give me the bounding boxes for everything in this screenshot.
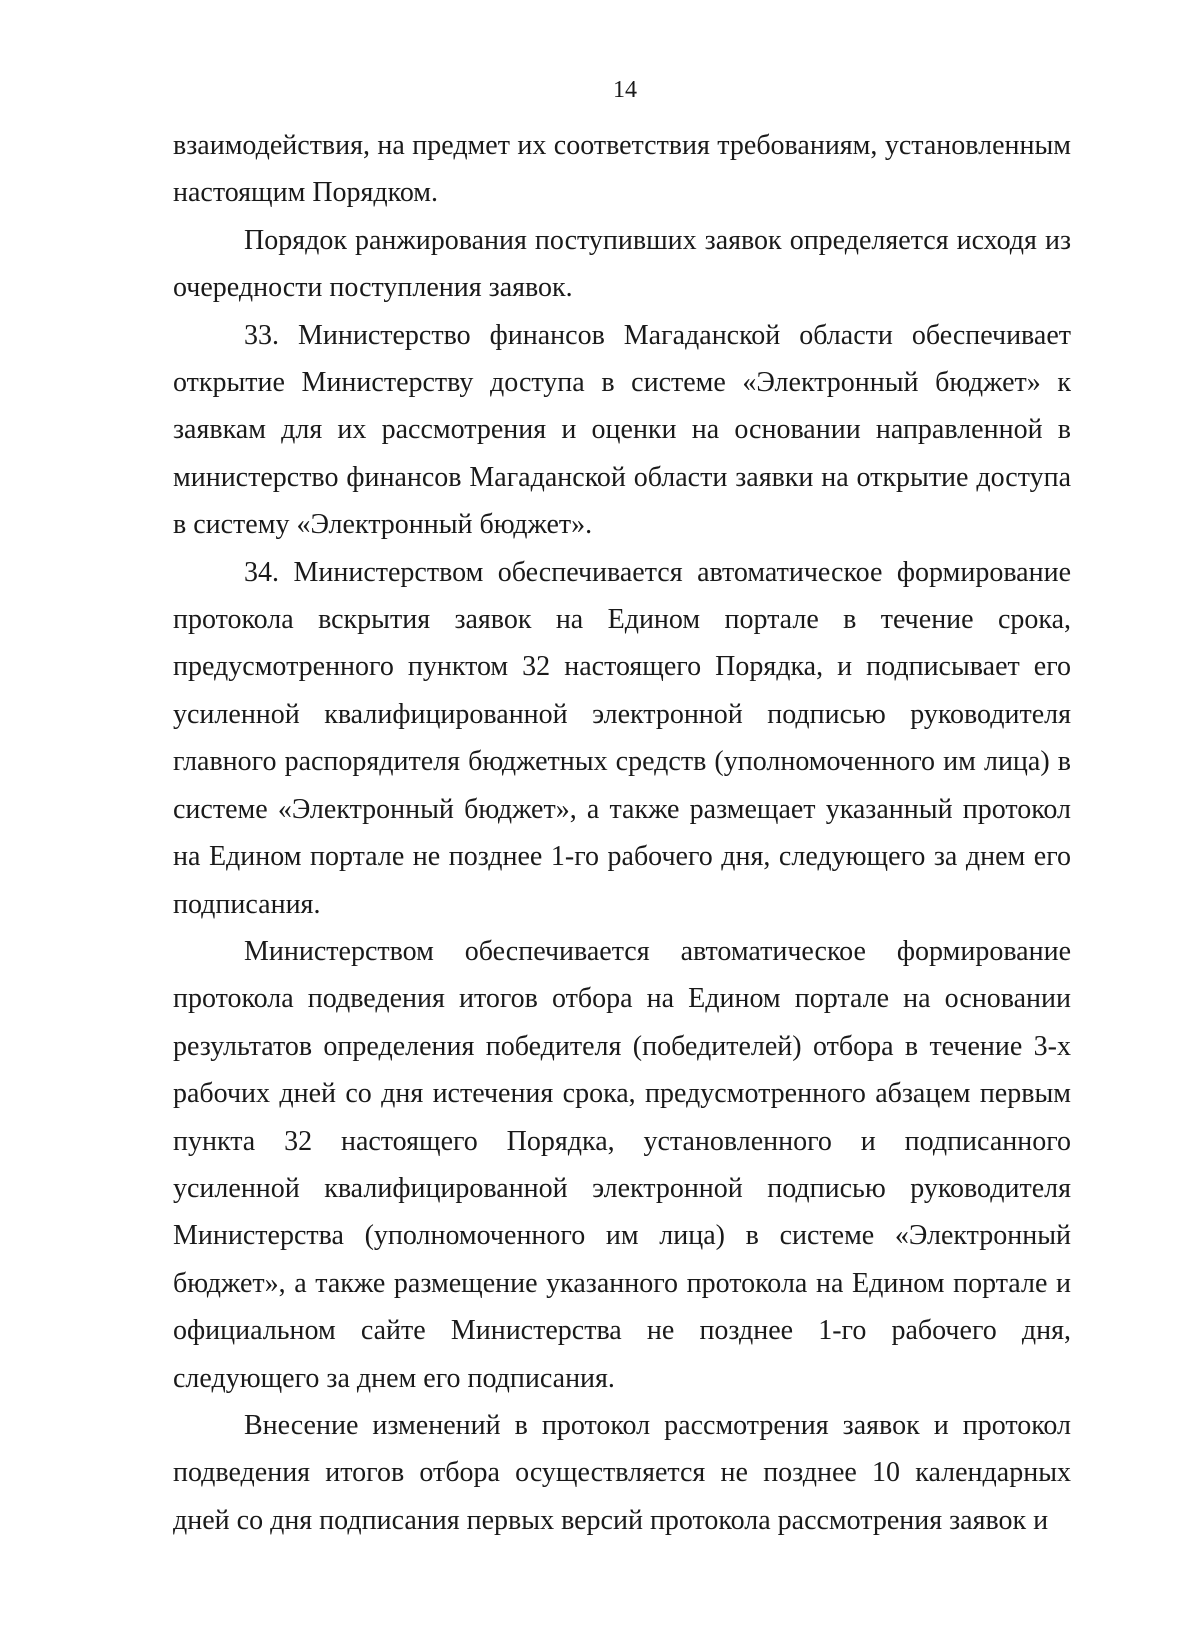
- paragraph-item-34: 34. Министерством обеспечивается автоматическое формирование протокола вскрытия заявок на Едином портале в течение срока, предусмотренного пунктом 32 настоящего Порядка, и подписывает его усиленной квалифицированной электронной подписью руководителя главного распорядителя бюджетных средств (уполномоченного им лица) в системе «Электронный бюджет», а также размещает указанный протокол на Едином портале не позднее 1-го рабочего дня, следующего за днем его подписания.: [173, 556, 1071, 920]
- paragraph-results-protocol: Министерством обеспечивается автоматическое формирование протокола подведения итогов отбора на Едином портале на основании результатов определения победителя (победителей) отбора в течение 3-х рабочих дней со дня истечения срока, предусмотренного абзацем первым пункта 32 настоящего Порядка, установленного и подписанного усиленной квалифицированной электронной подписью руководителя Министерства (уполномоченного им лица) в системе «Электронный бюджет», а также размещение указанного протокола на Едином портале и официальном сайте Министерства не позднее 1-го рабочего дня, следующего за днем его подписания.: [173, 935, 1071, 1394]
- page-number: 14: [613, 77, 637, 103]
- paragraph-continuation: взаимодействия, на предмет их соответствия требованиям, установленным настоящим Порядком.: [173, 130, 1071, 209]
- document-body: [173, 122, 1071, 1544]
- paragraph-item-33: 33. Министерство финансов Магаданской области обеспечивает открытие Министерству доступа в системе «Электронный бюджет» к заявкам для их рассмотрения и оценки на основании направленной в министерство финансов Магаданской области заявки на открытие доступа в систему «Электронный бюджет».: [173, 319, 1071, 541]
- paragraph-ranking-order: Порядок ранжирования поступивших заявок определяется исходя из очередности поступления заявок.: [173, 224, 1071, 304]
- paragraph-protocol-changes: Внесение изменений в протокол рассмотрения заявок и протокол подведения итогов отбора осуществляется не позднее 10 календарных дней со дня подписания первых версий протокола рассмотрения заявок и: [173, 1409, 1071, 1536]
